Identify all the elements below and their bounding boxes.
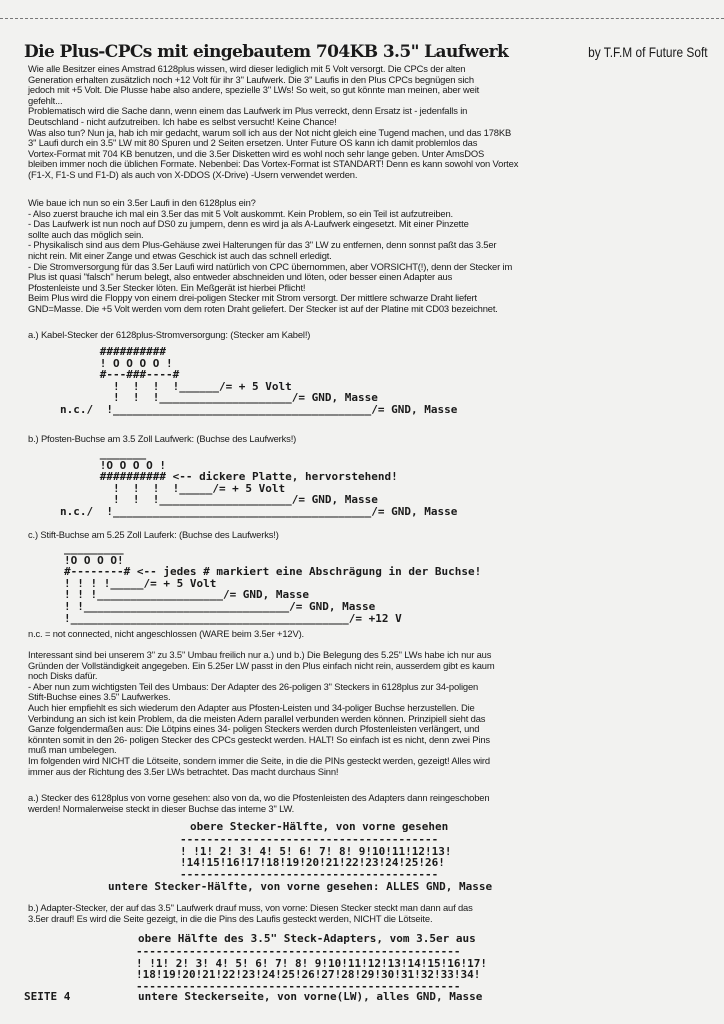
page-title: Die Plus-CPCs mit eingebautem 704KB 3.5" Laufwerk bbox=[24, 42, 509, 62]
perforation-line bbox=[0, 18, 724, 19]
plug-b-pin-table: ------------------------------------------------- ! !1! 2! 3! 4! 5! 6! 7! 8! 9!10!11!12!13!14!15!16!17! !18!19!20!21!22!23!24!25!26!27!28!29!30!31!32!33!34! ------------------------------------------------- bbox=[136, 945, 487, 993]
plug-b-title: obere Hälfte des 3.5" Steck-Adapters, vom 3.5er aus bbox=[138, 932, 476, 945]
author-byline: by T.F.M of Future Soft bbox=[588, 44, 708, 60]
page-number: SEITE 4 bbox=[24, 990, 71, 1003]
howto-paragraph: Wie baue ich nun so ein 3.5er Laufi in den 6128plus ein? - Also zuerst brauche ich mal ein 3.5er das mit 5 Volt auskommt. Kein Problem, so ein Teil ist aufzutreiben. - Das Laufwerk ist nun noch auf DS0 zu jumpern, denn es wird ja als A-Laufwerk eingesetzt. Mit einer Pinzette sollte auch das möglich sein. - Physikalisch sind aus dem Plus-Gehäuse zwei Halterungen für das 3" LW zu entfernen, denn sonnst paßt das 3.5er nicht rein. Mit einer Zange und etwas Geschick ist auch das schnell erledigt. - Die Stromversorgung für das 3.5er Laufi wird natürlich von CPC übernommen, aber VORSICHT(!), denn der Stecker im Plus ist quasi "falsch" herum belegt, also entweder abschneiden und löten, oder besser einen Adapter aus Pfostenleiste und 3.5er Stecker löten. Ein Meßgerät ist hierbei Pflicht! Beim Plus wird die Floppy von einem drei-poligen Stecker mit Strom versorgt. Der mittlere schwarze Draht liefert GND=Masse. Die +5 Volt werden vom dem roten Draht geliefert. Der Stecker ist auf der Platine mit CD03 bezeichnet. bbox=[28, 197, 513, 314]
section-b-diagram: _______ !O O O O ! ########## <-- dickere Platte, hervorstehend! ! ! ! !_____/= + 5 Volt ! ! !____________________/= GND, Masse n.c./ !_______________________________________/= GND, Masse bbox=[60, 447, 458, 518]
plug-a-bottom-note: untere Stecker-Hälfte, von vorne gesehen: ALLES GND, Masse bbox=[108, 880, 493, 893]
plug-a-title: obere Stecker-Hälfte, von vorne gesehen bbox=[190, 820, 449, 833]
plug-a-pin-table: --------------------------------------- ! !1! 2! 3! 4! 5! 6! 7! 8! 9!10!11!12!13! !14!15!16!17!18!19!20!21!22!23!24!25!26! --------------------------------------- bbox=[180, 833, 452, 881]
plug-b-label: b.) Adapter-Stecker, der auf das 3.5" Laufwerk drauf muss, von vorne: Diesen Stecker steckt man dann auf das 3.5er drauf! Es wird die Seite gezeigt, in die die Pins des Laufis gesteckt werden, NICHT die Lötseite. bbox=[28, 902, 473, 924]
plug-b-bottom-note: untere Steckerseite, von vorne(LW), alles GND, Masse bbox=[138, 990, 483, 1003]
nc-note: n.c. = not connected, nicht angeschlossen (WARE beim 3.5er +12V). bbox=[28, 628, 304, 639]
section-c-diagram: _________ !O O O O! #--------# <-- jedes # markiert eine Abschrägung in der Buchse! ! ! ! !_____/= + 5 Volt ! ! !___________________/= GND, Masse ! !_______________________________/= GND, Masse !__________________________________________/= +12 V bbox=[64, 542, 482, 625]
intro-paragraph: Wie alle Besitzer eines Amstrad 6128plus wissen, wird dieser lediglich mit 5 Volt versorgt. Die CPCs der alten Generation erhalten zusätzlich noch +12 Volt für ihr 3" Laufwerk. Die 3" Laufis in den Plus CPCs begnügen sich jedoch mit +5 Volt. Die Plusse habe also andere, spezielle 3" LWs! So weit, so gut könnte man meinen, aber weit gefehlt... Problematisch wird die Sache dann, wenn einem das Laufwerk im Plus verreckt, denn Ersatz ist - jedenfalls in Deutschland - nicht aufzutreiben. Ich habe es selbst versucht! Keine Chance! Was also tun? Nun ja, hab ich mir gedacht, warum soll ich aus der Not nicht gleich eine Tugend machen, und das 178KB 3" Laufi durch ein 3.5" LW mit 80 Spuren und 2 Seiten ersetzen. Unter Future OS kann ich damit problemlos das Vortex-Format mit 704 KB benutzen, und die 3.5er Disketten wird es wohl noch sehr lange geben. Unter AmsDOS bleiben immer noch die üblichen Formate. Nebenbei: Das Vortex-Format ist STANDART! Denn es kann sowohl von Vortex (F1-X, F1-S und F1-D) als auch von X-DDOS (X-Drive) -Usern verwendet werden. bbox=[28, 63, 519, 180]
header bbox=[24, 42, 714, 64]
section-a-label: a.) Kabel-Stecker der 6128plus-Stromversorgung: (Stecker am Kabel!) bbox=[28, 329, 311, 340]
section-b-label: b.) Pfosten-Buchse am 3.5 Zoll Laufwerk: (Buchse des Laufwerks!) bbox=[28, 433, 297, 444]
interest-paragraph: Interessant sind bei unserem 3" zu 3.5" Umbau freilich nur a.) und b.) Die Belegung des 5.25" LWs habe ich nur aus Gründen der Vollständigkeit angegeben. Ein 5.25er LW passt in den Plus einfach nicht rein, ausserdem gibt es kaum noch Disks dafür. - Aber nun zum wichtigsten Teil des Umbaus: Der Adapter des 26-poligen 3" Steckers in 6128plus zur 34-poligen Stift-Buchse eines 3.5" Laufwerkes. Auch hier empfiehlt es sich wiederum den Adapter aus Pfosten-Leisten und 34-poliger Buchse herzustellen. Die Verbindung an sich ist kein Problem, da die meisten Adern parallel verbunden werden können. Prinzipiell sieht das Ganze folgendermaßen aus: Die Lötpins eines 34- poligen Steckers werden durch Pfostenleisten verlängert, und könnten somit in den 26- poligen Stecker des CPCs gesteckt werden. HALT! So einfach ist es nicht, denn zwei Pins muß man umbelegen. Im folgenden wird NICHT die Lötseite, sondern immer die Seite, in die die PINs gesteckt werden, gezeigt! Alles wird immer aus der Richtung des 3.5er LWs betrachtet. Das macht durchaus Sinn! bbox=[28, 649, 495, 777]
section-a-diagram: ########## ! O O O O ! #---###----# ! ! ! !______/= + 5 Volt ! ! !____________________/= GND, Masse n.c./ !_______________________________________/= GND, Masse bbox=[60, 345, 458, 416]
plug-a-label: a.) Stecker des 6128plus von vorne gesehen: also von da, wo die Pfostenleisten des Adapters dann reingeschoben werden! Normalerweise steckt in dieser Buchse das interne 3" LW. bbox=[28, 792, 490, 814]
section-c-label: c.) Stift-Buchse am 5.25 Zoll Lauferk: (Buchse des Laufwerks!) bbox=[28, 529, 279, 540]
